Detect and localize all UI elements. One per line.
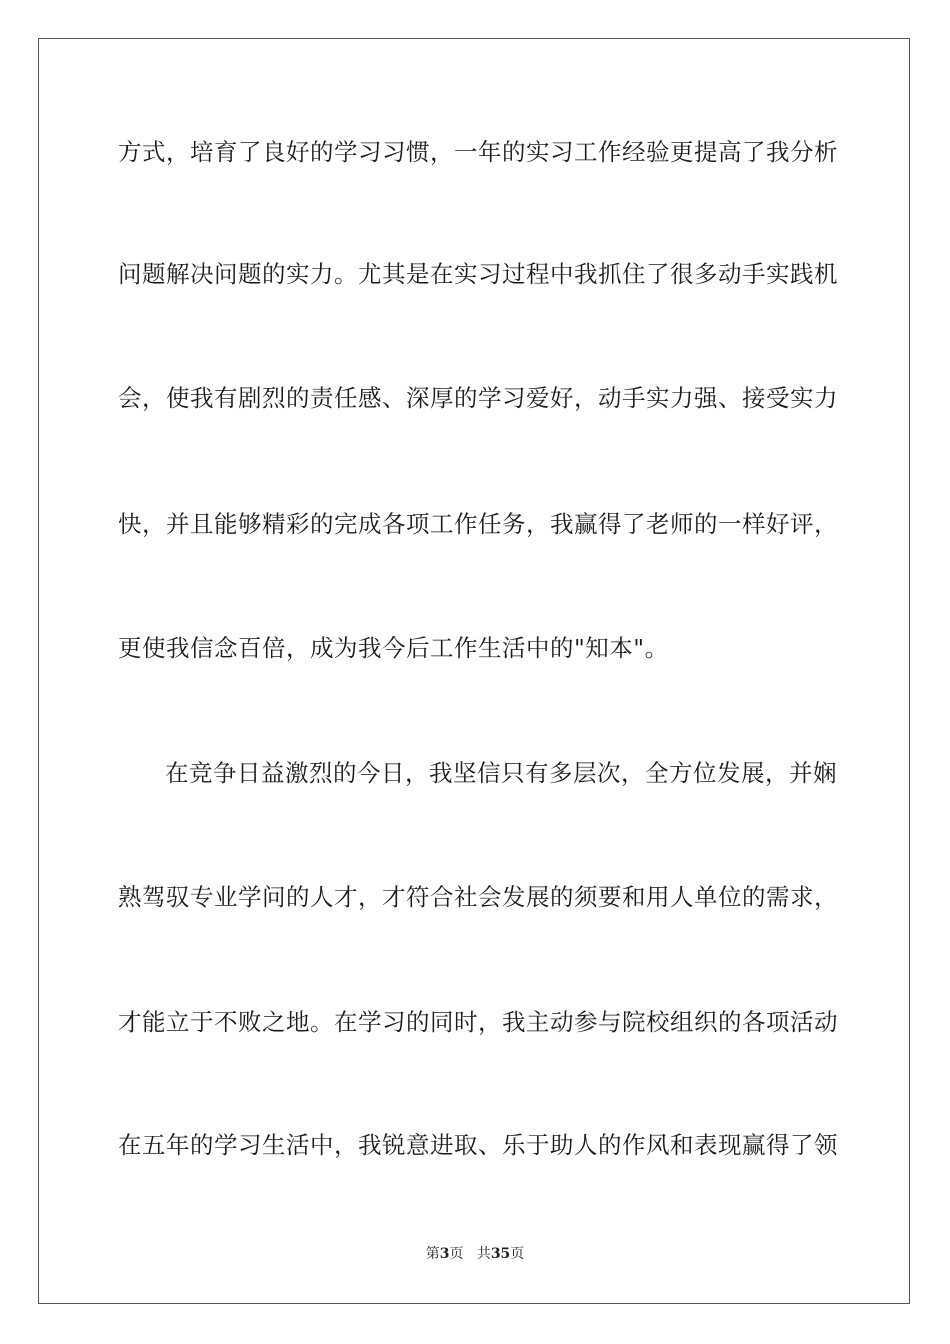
total-suffix: 页 xyxy=(510,1246,525,1262)
body-text-line-2: 问题解决问题的实力。尤其是在实习过程中我抓住了很多动手实践机 xyxy=(118,260,838,288)
page-border xyxy=(38,38,910,1304)
page-number: 3 xyxy=(439,1246,450,1262)
body-text-line-3: 会，使我有剧烈的责任感、深厚的学习爱好，动手实力强、接受实力 xyxy=(118,384,838,412)
page-footer xyxy=(0,1245,950,1263)
body-text-line-1: 方式，培育了良好的学习习惯，一年的实习工作经验更提高了我分析 xyxy=(118,138,838,166)
body-text-line-8: 才能立于不败之地。在学习的同时，我主动参与院校组织的各项活动 xyxy=(118,1008,838,1036)
total-prefix: 共 xyxy=(476,1246,491,1262)
total-pages: 35 xyxy=(490,1246,511,1262)
body-text-line-5: 更使我信念百倍，成为我今后工作生活中的"知本"。 xyxy=(118,634,669,662)
page-suffix: 页 xyxy=(449,1246,464,1262)
body-text-line-4: 快，并且能够精彩的完成各项工作任务，我赢得了老师的一样好评， xyxy=(118,510,838,538)
body-text-line-6: 在竞争日益激烈的今日，我坚信只有多层次，全方位发展，并娴 xyxy=(165,759,837,787)
body-text-line-9: 在五年的学习生活中，我锐意进取、乐于助人的作风和表现赢得了领 xyxy=(118,1131,838,1159)
page-prefix: 第 xyxy=(425,1246,440,1262)
body-text-line-7: 熟驾驭专业学问的人才，才符合社会发展的须要和用人单位的需求， xyxy=(118,883,838,911)
